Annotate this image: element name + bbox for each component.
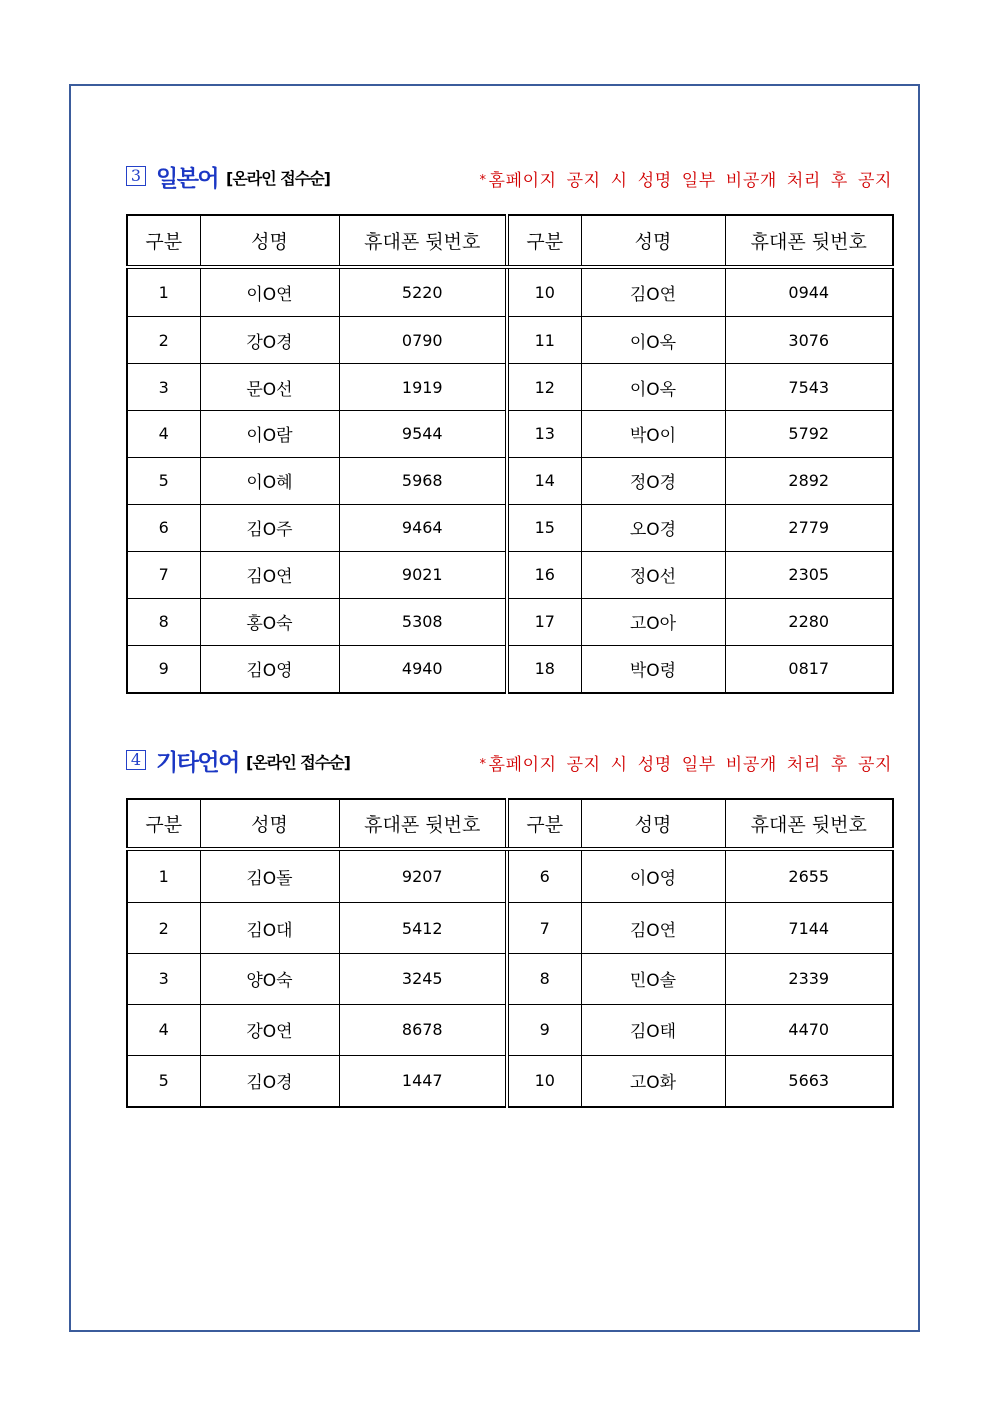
name-cell: 이O옥	[581, 364, 725, 411]
name-cell: 김O주	[200, 504, 339, 551]
table-row	[127, 551, 893, 598]
section-title: 기타언어	[156, 750, 239, 776]
phone-cell: 0790	[339, 317, 507, 364]
col-header-name: 성명	[581, 215, 725, 267]
phone-cell: 5968	[339, 457, 507, 504]
name-cell: 홍O숙	[200, 598, 339, 645]
name-cell: 김O경	[200, 1055, 339, 1107]
index-cell: 17	[507, 598, 581, 645]
name-cell: 오O경	[581, 504, 725, 551]
index-cell: 3	[127, 364, 200, 411]
name-cell: 이O영	[581, 849, 725, 903]
table-header-row	[127, 799, 893, 849]
phone-cell: 2305	[725, 551, 893, 598]
section-number: 3	[126, 166, 146, 186]
phone-cell: 2779	[725, 504, 893, 551]
col-header-index: 구분	[507, 215, 581, 267]
col-header-phone: 휴대폰 뒷번호	[725, 799, 893, 849]
index-cell: 14	[507, 457, 581, 504]
index-cell: 8	[507, 954, 581, 1005]
name-cell: 김O대	[200, 903, 339, 954]
phone-cell: 5792	[725, 410, 893, 457]
index-cell: 4	[127, 410, 200, 457]
name-cell: 김O태	[581, 1004, 725, 1055]
index-cell: 4	[127, 1004, 200, 1055]
phone-cell: 2892	[725, 457, 893, 504]
roster-table-other-languages	[126, 798, 894, 1108]
index-cell: 9	[127, 645, 200, 693]
phone-cell: 2280	[725, 598, 893, 645]
name-cell: 정O선	[581, 551, 725, 598]
col-header-index: 구분	[127, 215, 200, 267]
table-row	[127, 317, 893, 364]
table-row	[127, 457, 893, 504]
index-cell: 10	[507, 1055, 581, 1107]
table-row	[127, 410, 893, 457]
phone-cell: 3076	[725, 317, 893, 364]
name-cell: 민O솔	[581, 954, 725, 1005]
table-row	[127, 1004, 893, 1055]
section-header-japanese	[126, 161, 892, 191]
section-subtitle: [온라인 접수순]	[226, 169, 330, 188]
name-cell: 강O경	[200, 317, 339, 364]
col-header-name: 성명	[581, 799, 725, 849]
index-cell: 13	[507, 410, 581, 457]
phone-cell: 9464	[339, 504, 507, 551]
phone-cell: 8678	[339, 1004, 507, 1055]
table-header-row	[127, 215, 893, 267]
section-header-other-languages	[126, 745, 892, 775]
phone-cell: 9207	[339, 849, 507, 903]
name-cell: 김O연	[581, 267, 725, 317]
phone-cell: 7144	[725, 903, 893, 954]
privacy-notice	[479, 750, 892, 775]
privacy-notice	[479, 166, 892, 191]
table-row	[127, 598, 893, 645]
index-cell: 16	[507, 551, 581, 598]
col-header-index: 구분	[507, 799, 581, 849]
index-cell: 2	[127, 317, 200, 364]
table-body	[127, 849, 893, 1107]
name-cell: 박O령	[581, 645, 725, 693]
phone-cell: 7543	[725, 364, 893, 411]
col-header-name: 성명	[200, 799, 339, 849]
index-cell: 1	[127, 849, 200, 903]
name-cell: 정O경	[581, 457, 725, 504]
name-cell: 이O혜	[200, 457, 339, 504]
table-row	[127, 849, 893, 903]
phone-cell: 5663	[725, 1055, 893, 1107]
name-cell: 김O연	[200, 551, 339, 598]
notice-mark: *	[479, 173, 487, 188]
index-cell: 9	[507, 1004, 581, 1055]
roster-table-japanese	[126, 214, 894, 694]
name-cell: 강O연	[200, 1004, 339, 1055]
phone-cell: 5220	[339, 267, 507, 317]
phone-cell: 2339	[725, 954, 893, 1005]
phone-cell: 3245	[339, 954, 507, 1005]
index-cell: 5	[127, 457, 200, 504]
index-cell: 18	[507, 645, 581, 693]
name-cell: 고O화	[581, 1055, 725, 1107]
phone-cell: 9021	[339, 551, 507, 598]
section-subtitle: [온라인 접수순]	[246, 753, 350, 772]
phone-cell: 0944	[725, 267, 893, 317]
table-row	[127, 1055, 893, 1107]
notice-text: 홈페이지 공지 시 성명 일부 비공개 처리 후 공지	[488, 755, 892, 775]
phone-cell: 5308	[339, 598, 507, 645]
index-cell: 8	[127, 598, 200, 645]
col-header-name: 성명	[200, 215, 339, 267]
index-cell: 7	[127, 551, 200, 598]
index-cell: 3	[127, 954, 200, 1005]
index-cell: 6	[127, 504, 200, 551]
name-cell: 고O아	[581, 598, 725, 645]
name-cell: 양O숙	[200, 954, 339, 1005]
index-cell: 5	[127, 1055, 200, 1107]
name-cell: 이O람	[200, 410, 339, 457]
section-title: 일본어	[156, 166, 219, 192]
table-row	[127, 267, 893, 317]
name-cell: 김O연	[581, 903, 725, 954]
section-number: 4	[126, 750, 146, 770]
table-body	[127, 267, 893, 693]
index-cell: 2	[127, 903, 200, 954]
index-cell: 7	[507, 903, 581, 954]
index-cell: 12	[507, 364, 581, 411]
phone-cell: 0817	[725, 645, 893, 693]
col-header-phone: 휴대폰 뒷번호	[725, 215, 893, 267]
table-row	[127, 903, 893, 954]
name-cell: 이O연	[200, 267, 339, 317]
notice-mark: *	[479, 757, 487, 772]
index-cell: 10	[507, 267, 581, 317]
col-header-phone: 휴대폰 뒷번호	[339, 215, 507, 267]
phone-cell: 1447	[339, 1055, 507, 1107]
col-header-phone: 휴대폰 뒷번호	[339, 799, 507, 849]
phone-cell: 4470	[725, 1004, 893, 1055]
phone-cell: 2655	[725, 849, 893, 903]
name-cell: 박O이	[581, 410, 725, 457]
phone-cell: 4940	[339, 645, 507, 693]
index-cell: 6	[507, 849, 581, 903]
index-cell: 1	[127, 267, 200, 317]
phone-cell: 9544	[339, 410, 507, 457]
table-row	[127, 364, 893, 411]
name-cell: 김O영	[200, 645, 339, 693]
phone-cell: 1919	[339, 364, 507, 411]
name-cell: 김O돌	[200, 849, 339, 903]
col-header-index: 구분	[127, 799, 200, 849]
index-cell: 15	[507, 504, 581, 551]
index-cell: 11	[507, 317, 581, 364]
phone-cell: 5412	[339, 903, 507, 954]
table-row	[127, 954, 893, 1005]
table-row	[127, 645, 893, 693]
notice-text: 홈페이지 공지 시 성명 일부 비공개 처리 후 공지	[488, 171, 892, 191]
table-row	[127, 504, 893, 551]
name-cell: 이O옥	[581, 317, 725, 364]
name-cell: 문O선	[200, 364, 339, 411]
